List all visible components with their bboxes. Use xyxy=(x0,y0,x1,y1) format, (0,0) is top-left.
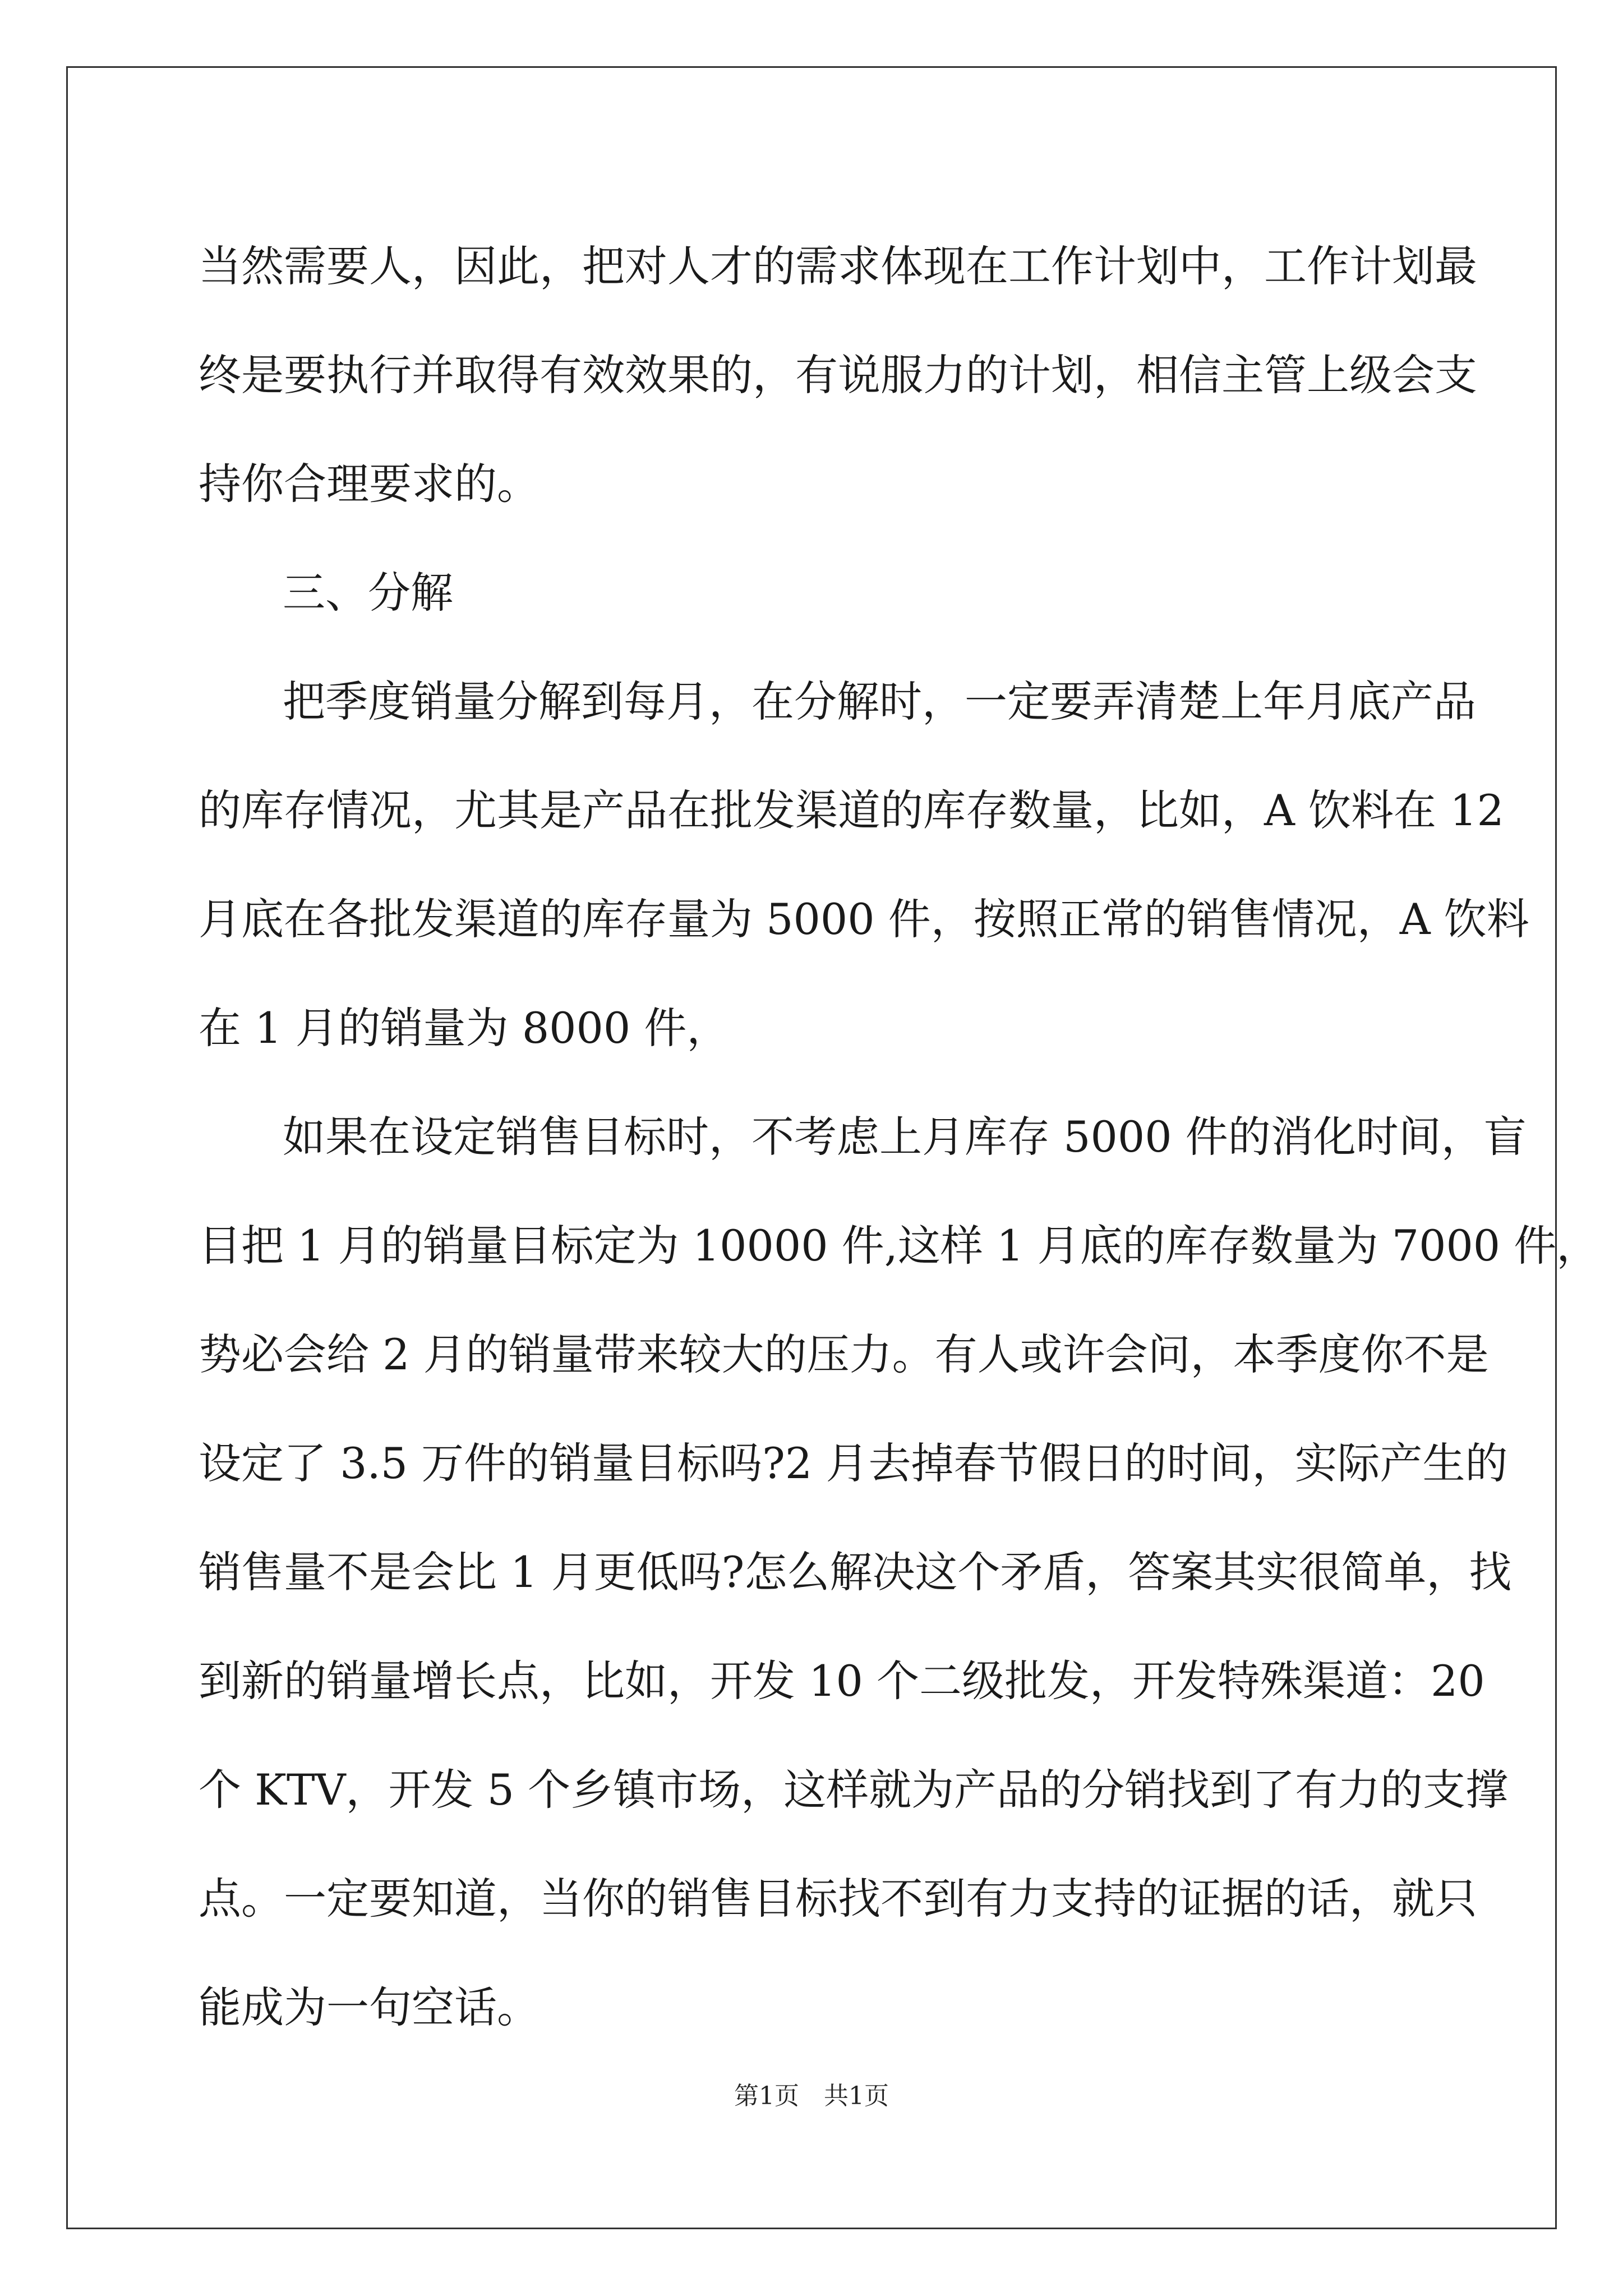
paragraph-line: 个 KTV，开发 5 个乡镇市场，这样就为产品的分销找到了有力的支撑 xyxy=(199,1765,1509,1815)
page-total: 共1页 xyxy=(824,2082,889,2110)
paragraph-line: 能成为一句空话。 xyxy=(199,1982,540,2032)
paragraph-line: 销售量不是会比 1 月更低吗?怎么解决这个矛盾，答案其实很简单，找 xyxy=(199,1547,1512,1597)
paragraph-line: 如果在设定销售目标时，不考虑上月库存 5000 件的消化时间，盲 xyxy=(283,1112,1527,1162)
paragraph-line: 把季度销量分解到每月，在分解时，一定要弄清楚上年月底产品 xyxy=(283,677,1476,726)
paragraph-line: 在 1 月的销量为 8000 件， xyxy=(199,1003,730,1053)
page-number: 第1页 xyxy=(734,2082,799,2110)
document-body xyxy=(199,212,1599,2062)
paragraph-line: 势必会给 2 月的销量带来较大的压力。有人或许会问，本季度你不是 xyxy=(199,1329,1489,1379)
paragraph-line: 月底在各批发渠道的库存量为 5000 件，按照正常的销售情况，A 饮料 xyxy=(199,894,1529,944)
paragraph-line: 目把 1 月的销量目标定为 10000 件,这样 1 月底的库存数量为 7000 件， xyxy=(199,1221,1599,1271)
paragraph-line: 当然需要人，因此，把对人才的需求体现在工作计划中，工作计划最 xyxy=(199,241,1477,291)
page-footer xyxy=(0,2076,1623,2111)
paragraph-line: 到新的销量增长点，比如，开发 10 个二级批发，开发特殊渠道：20 xyxy=(199,1656,1485,1706)
paragraph-line: 的库存情况，尤其是产品在批发渠道的库存数量，比如，A 饮料在 12 xyxy=(199,785,1504,835)
paragraph-line: 点。一定要知道，当你的销售目标找不到有力支持的证据的话，就只 xyxy=(199,1874,1477,1924)
paragraph-line: 持你合理要求的。 xyxy=(199,459,540,509)
paragraph-line: 终是要执行并取得有效效果的，有说服力的计划，相信主管上级会支 xyxy=(199,350,1477,400)
paragraph-line: 设定了 3.5 万件的销量目标吗?2 月去掉春节假日的时间，实际产生的 xyxy=(199,1438,1508,1488)
section-heading: 三、分解 xyxy=(283,568,453,618)
